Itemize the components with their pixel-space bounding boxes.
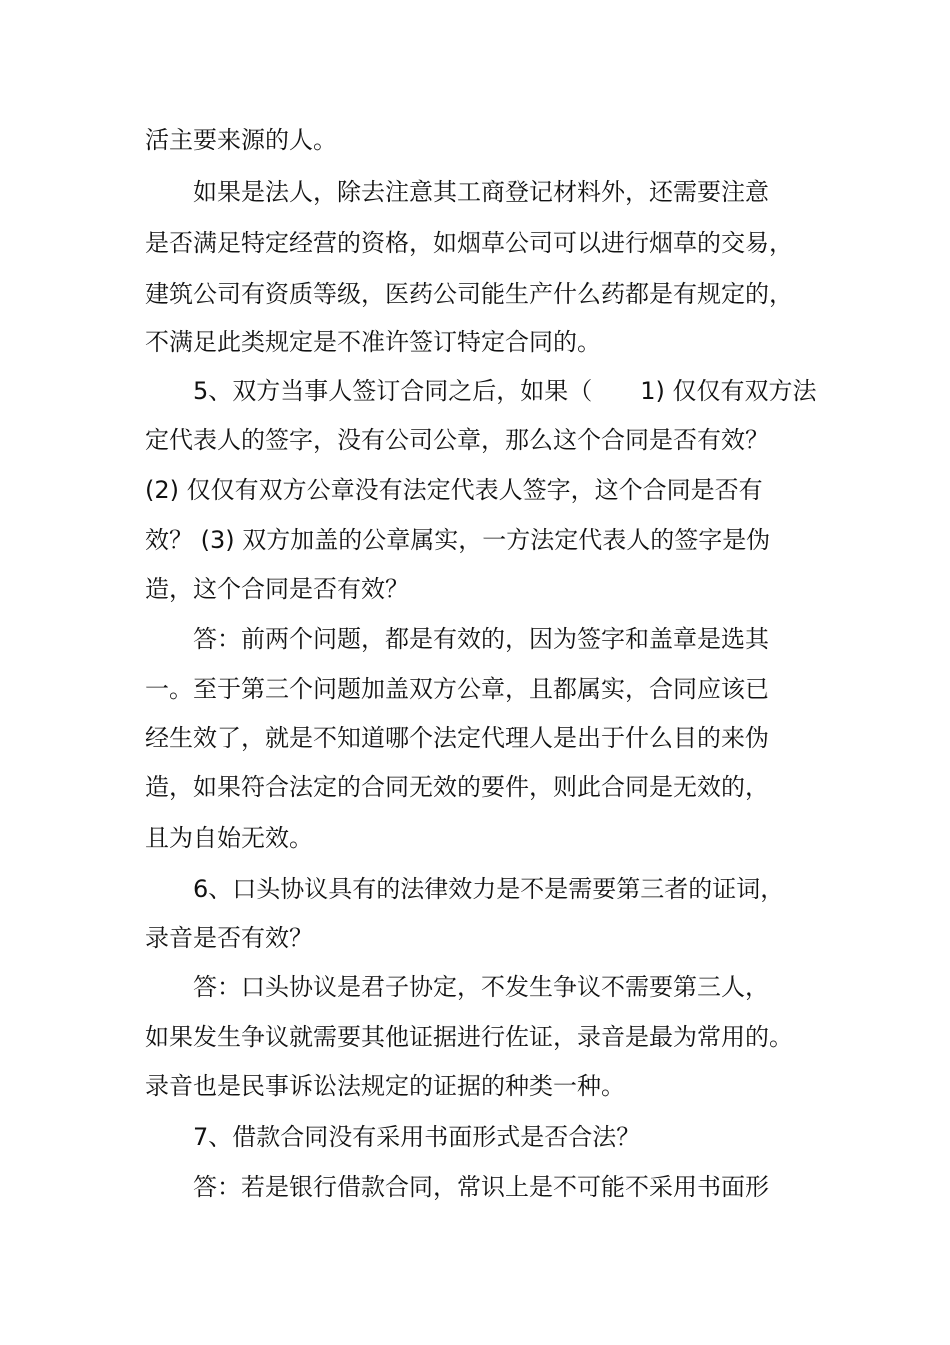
question-line: 效？ (3) 双方加盖的公章属实，一方法定代表人的签字是伪	[145, 526, 771, 554]
paragraph-line: 活主要来源的人。	[145, 126, 337, 154]
question-line: 7、借款合同没有采用书面形式是否合法？	[193, 1123, 641, 1151]
answer-line: 经生效了，就是不知道哪个法定代理人是出于什么目的来伪	[145, 724, 769, 752]
answer-line: 造，如果符合法定的合同无效的要件，则此合同是无效的，	[145, 773, 769, 801]
question-line: (2) 仅仅有双方公章没有法定代表人签字，这个合同是否有	[145, 476, 763, 504]
paragraph-line: 是否满足特定经营的资格，如烟草公司可以进行烟草的交易，	[145, 229, 793, 257]
question-line: 录音是否有效？	[145, 924, 313, 952]
answer-line: 一。至于第三个问题加盖双方公章，且都属实，合同应该已	[145, 675, 769, 703]
answer-line: 且为自始无效。	[145, 824, 313, 852]
paragraph-line: 不满足此类规定是不准许签订特定合同的。	[145, 328, 601, 356]
paragraph-line: 建筑公司有资质等级，医药公司能生产什么药都是有规定的，	[145, 280, 793, 308]
paragraph-line: 如果是法人，除去注意其工商登记材料外，还需要注意	[193, 178, 769, 206]
question-line: 造，这个合同是否有效？	[145, 575, 409, 603]
question-line: 5、双方当事人签订合同之后，如果（ 1) 仅仅有双方法	[193, 377, 817, 405]
answer-line: 录音也是民事诉讼法规定的证据的种类一种。	[145, 1072, 625, 1100]
answer-line: 答：前两个问题，都是有效的，因为签字和盖章是选其	[193, 625, 769, 653]
answer-line: 答：口头协议是君子协定，不发生争议不需要第三人，	[193, 973, 769, 1001]
question-line: 6、口头协议具有的法律效力是不是需要第三者的证词，	[193, 875, 785, 903]
answer-line: 答：若是银行借款合同，常识上是不可能不采用书面形	[193, 1173, 769, 1201]
answer-line: 如果发生争议就需要其他证据进行佐证，录音是最为常用的。	[145, 1023, 793, 1051]
question-line: 定代表人的签字，没有公司公章，那么这个合同是否有效？	[145, 426, 769, 454]
